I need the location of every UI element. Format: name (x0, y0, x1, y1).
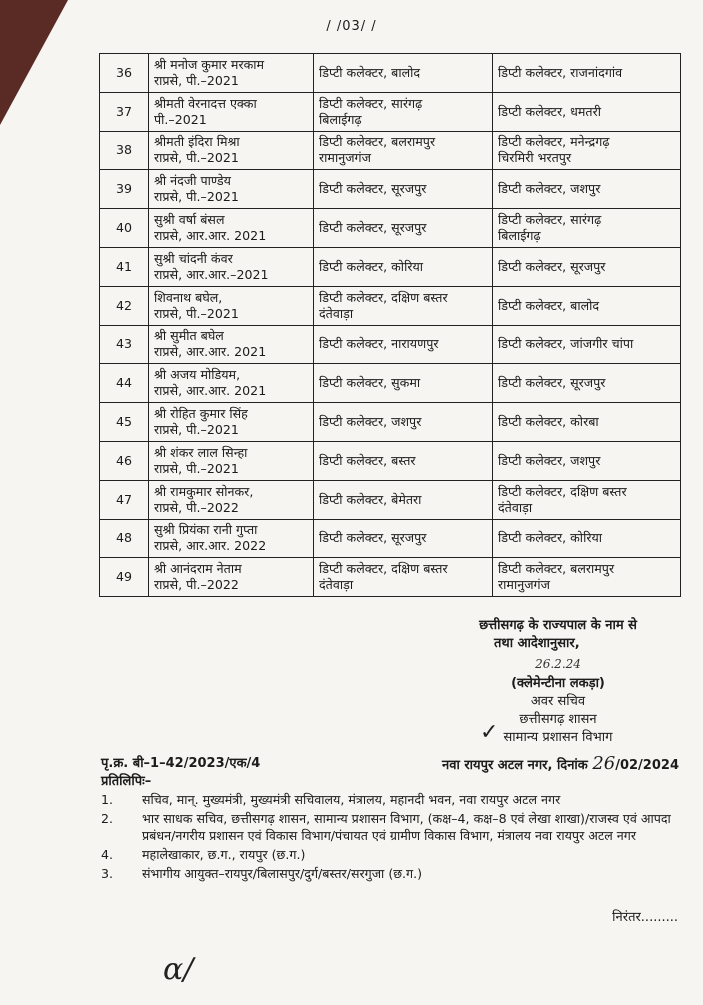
officer-name-cell: सुश्री प्रियंका रानी गुप्ता राप्रसे, आर.आर. 2022 (149, 519, 314, 558)
serial-number-cell: 49 (100, 558, 149, 597)
table-row (100, 441, 681, 480)
new-posting-cell: डिप्टी कलेक्टर, सारंगढ़ बिलाईगढ़ (493, 209, 681, 248)
new-posting-cell: डिप्टी कलेक्टर, जशपुर (493, 170, 681, 209)
table-row (100, 480, 681, 519)
list-item-text: संभागीय आयुक्त–रायपुर/बिलासपुर/दुर्ग/बस्तर/सरगुजा (छ.ग.) (142, 866, 423, 881)
officer-name-cell: श्रीमती इंदिरा मिश्रा राप्रसे, पी.–2021 (149, 131, 314, 170)
list-item (101, 810, 681, 844)
serial-number-cell: 46 (100, 441, 149, 480)
officer-name-cell: शिवनाथ बघेल, राप्रसे, पी.–2021 (149, 286, 314, 325)
serial-number-cell: 44 (100, 364, 149, 403)
month-year: /02/2024 (615, 758, 679, 773)
transfer-table (99, 53, 681, 597)
order-line: तथा आदेशानुसार, (494, 636, 580, 651)
list-item-number: 1. (101, 792, 114, 807)
table-row (100, 325, 681, 364)
table-row (100, 403, 681, 442)
serial-number-cell: 43 (100, 325, 149, 364)
reference-place-date (442, 753, 679, 774)
new-posting-cell: डिप्टी कलेक्टर, बलरामपुर रामानुजगंज (493, 558, 681, 597)
copy-list (101, 791, 681, 884)
signatory-designation: अवर सचिव (530, 694, 586, 709)
current-posting-cell: डिप्टी कलेक्टर, सूरजपुर (314, 209, 493, 248)
current-posting-cell: डिप्टी कलेक्टर, दक्षिण बस्तर दंतेवाड़ा (314, 286, 493, 325)
table-row (100, 170, 681, 209)
new-posting-cell: डिप्टी कलेक्टर, राजनांदगांव (493, 54, 681, 93)
copy-heading: प्रतिलिपिः– (101, 774, 152, 789)
new-posting-cell: डिप्टी कलेक्टर, जशपुर (493, 441, 681, 480)
current-posting-cell: डिप्टी कलेक्टर, कोरिया (314, 247, 493, 286)
table-row (100, 286, 681, 325)
new-posting-cell: डिप्टी कलेक्टर, जांजगीर चांपा (493, 325, 681, 364)
current-posting-cell: डिप्टी कलेक्टर, बस्तर (314, 441, 493, 480)
officer-name-cell: श्री सुमीत बघेल राप्रसे, आर.आर. 2021 (149, 325, 314, 364)
current-posting-cell: डिप्टी कलेक्टर, बालोद (314, 54, 493, 93)
serial-number-cell: 39 (100, 170, 149, 209)
new-posting-cell: डिप्टी कलेक्टर, दक्षिण बस्तर दंतेवाड़ा (493, 480, 681, 519)
table-row (100, 92, 681, 131)
list-item (101, 865, 681, 882)
current-posting-cell: डिप्टी कलेक्टर, सुकमा (314, 364, 493, 403)
reference-number: पृ.क्र. बी–1–42/2023/एक/4 (101, 756, 261, 771)
officer-name-cell: श्री नंदजी पाण्डेय राप्रसे, पी.–2021 (149, 170, 314, 209)
signature-block (438, 617, 678, 747)
new-posting-cell: डिप्टी कलेक्टर, कोरबा (493, 403, 681, 442)
officer-name-cell: श्री आनंदराम नेताम राप्रसे, पी.–2022 (149, 558, 314, 597)
list-item (101, 846, 681, 863)
new-posting-cell: डिप्टी कलेक्टर, धमतरी (493, 92, 681, 131)
current-posting-cell: डिप्टी कलेक्टर, सूरजपुर (314, 170, 493, 209)
serial-number-cell: 45 (100, 403, 149, 442)
new-posting-cell: डिप्टी कलेक्टर, सूरजपुर (493, 247, 681, 286)
officer-name-cell: सुश्री चांदनी कंवर राप्रसे, आर.आर.–2021 (149, 247, 314, 286)
handwritten-day: 26 (592, 753, 616, 774)
page-number: / /03/ / (326, 19, 377, 34)
table-row (100, 209, 681, 248)
current-posting-cell: डिप्टी कलेक्टर, सारंगढ़ बिलाईगढ़ (314, 92, 493, 131)
handwritten-initials: ɑ/ (163, 952, 194, 987)
current-posting-cell: डिप्टी कलेक्टर, नारायणपुर (314, 325, 493, 364)
officer-name-cell: श्री रोहित कुमार सिंह राप्रसे, पी.–2021 (149, 403, 314, 442)
new-posting-cell: डिप्टी कलेक्टर, मनेन्द्रगढ़ चिरमिरी भरतपुर (493, 131, 681, 170)
officer-name-cell: श्री रामकुमार सोनकर, राप्रसे, पी.–2022 (149, 480, 314, 519)
table-row (100, 247, 681, 286)
serial-number-cell: 38 (100, 131, 149, 170)
table-row (100, 54, 681, 93)
officer-name-cell: श्रीमती वेरनादत्त एक्का पी.–2021 (149, 92, 314, 131)
list-item-text: महालेखाकार, छ.ग., रायपुर (छ.ग.) (142, 847, 306, 862)
list-item-number: 4. (101, 847, 114, 862)
signatory-department: सामान्य प्रशासन विभाग (503, 730, 613, 745)
list-item-number: 3. (101, 866, 114, 881)
signature-date: 26.2.24 (535, 657, 581, 671)
current-posting-cell: डिप्टी कलेक्टर, बेमेतरा (314, 480, 493, 519)
serial-number-cell: 47 (100, 480, 149, 519)
serial-number-cell: 48 (100, 519, 149, 558)
serial-number-cell: 40 (100, 209, 149, 248)
officer-name-cell: श्री शंकर लाल सिन्हा राप्रसे, पी.–2021 (149, 441, 314, 480)
current-posting-cell: डिप्टी कलेक्टर, सूरजपुर (314, 519, 493, 558)
place-date-prefix: नवा रायपुर अटल नगर, दिनांक (442, 758, 588, 773)
list-item-text: सचिव, मान्. मुख्यमंत्री, मुख्यमंत्री सचिवालय, मंत्रालय, महानदी भवन, नवा रायपुर अटल नगर (142, 792, 561, 807)
signature-tick-mark: ✓ (480, 720, 499, 745)
current-posting-cell: डिप्टी कलेक्टर, दक्षिण बस्तर दंतेवाड़ा (314, 558, 493, 597)
authority-line: छत्तीसगढ़ के राज्यपाल के नाम से (479, 618, 637, 633)
table-row (100, 364, 681, 403)
table-row (100, 558, 681, 597)
current-posting-cell: डिप्टी कलेक्टर, जशपुर (314, 403, 493, 442)
table-row (100, 519, 681, 558)
serial-number-cell: 41 (100, 247, 149, 286)
list-item-number: 2. (101, 811, 114, 826)
current-posting-cell: डिप्टी कलेक्टर, बलरामपुर रामानुजगंज (314, 131, 493, 170)
list-item-text: भार साधक सचिव, छत्तीसगढ़ शासन, सामान्य प्रशासन विभाग, (कक्ष–4, कक्ष–8 एवं लेखा शाखा)/राजस्व एवं आपदा प्रबंधन/नगरीय प्रशासन एवं विकास विभाग/पंचायत एवं ग्रामीण विकास विभाग, मंत्रालय नवा रायपुर अटल नगर (142, 811, 671, 843)
signatory-government: छत्तीसगढ़ शासन (519, 712, 597, 727)
new-posting-cell: डिप्टी कलेक्टर, कोरिया (493, 519, 681, 558)
continued-marker: निरंतर......... (612, 910, 678, 925)
officer-name-cell: श्री अजय मोडियम, राप्रसे, आर.आर. 2021 (149, 364, 314, 403)
table-row (100, 131, 681, 170)
serial-number-cell: 37 (100, 92, 149, 131)
new-posting-cell: डिप्टी कलेक्टर, बालोद (493, 286, 681, 325)
officer-name-cell: श्री मनोज कुमार मरकाम राप्रसे, पी.–2021 (149, 54, 314, 93)
signatory-name: (क्लेमेन्टीना लकड़ा) (511, 676, 605, 691)
new-posting-cell: डिप्टी कलेक्टर, सूरजपुर (493, 364, 681, 403)
list-item (101, 791, 681, 808)
officer-name-cell: सुश्री वर्षा बंसल राप्रसे, आर.आर. 2021 (149, 209, 314, 248)
serial-number-cell: 42 (100, 286, 149, 325)
serial-number-cell: 36 (100, 54, 149, 93)
